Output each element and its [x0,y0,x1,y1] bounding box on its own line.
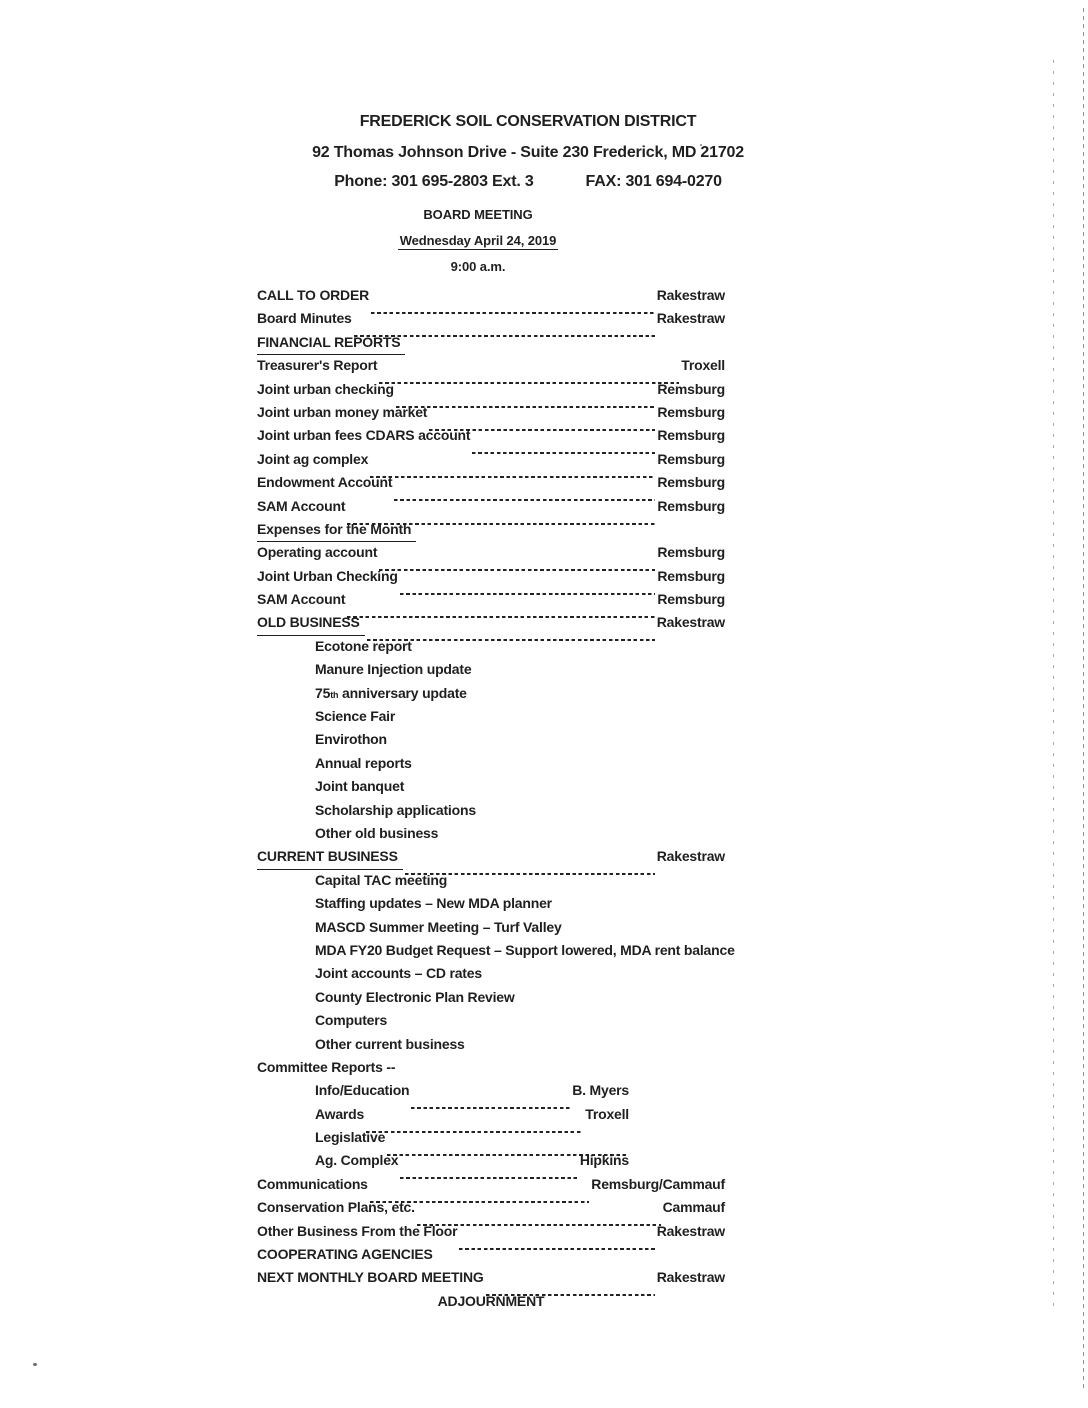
agenda-row [257,424,725,447]
meeting-type: BOARD MEETING [423,207,533,222]
agenda-row [257,892,725,915]
agenda-assignee: Remsburg [657,474,725,491]
agenda-row [257,986,725,1009]
agenda-assignee: Hipkins [579,1152,629,1169]
agenda-item-label: Other old business [315,824,439,841]
agenda-item-label: Scholarship applications [315,801,476,818]
contact-row [0,173,1056,191]
agenda-row [257,705,725,728]
agenda-row [257,401,725,424]
agenda-row [257,1079,629,1102]
agenda-row [257,635,725,658]
agenda-row [257,1220,725,1243]
agenda-item-label: MDA FY20 Budget Request – Support lowered, MDA rent balance [315,941,735,958]
agenda-row [257,728,725,751]
agenda-assignee: B. Myers [572,1082,629,1099]
agenda-item-label: NEXT MONTHLY BOARD MEETING [257,1269,484,1286]
agenda-assignee: Remsburg [657,450,725,467]
agenda-item-label: Conservation Plans, etc. [257,1199,415,1216]
agenda-item-label: Joint urban fees CDARS account [257,427,471,444]
agenda-item-label: Committee Reports -- [257,1058,396,1075]
agenda-item-label: Joint urban checking [257,380,394,397]
agenda-item-label: Envirothon [315,731,387,748]
agenda-row [257,1009,725,1032]
agenda-row [257,1149,629,1172]
agenda-item-label: Info/Education [315,1082,410,1099]
agenda-assignee: Rakestraw [656,848,725,865]
section-heading: CURRENT BUSINESS [257,845,403,869]
agenda-assignee: Remsburg [657,544,725,561]
agenda-item-label: County Electronic Plan Review [315,988,515,1005]
agenda-assignee: Remsburg [657,380,725,397]
section-heading: FINANCIAL REPORTS [257,331,405,355]
agenda-assignee: Remsburg [657,591,725,608]
agenda-assignee: Rakestraw [656,1269,725,1286]
agenda-item-label: Endowment Account [257,474,393,491]
phone-number: Phone: 301 695-2803 Ext. 3 [334,173,534,190]
agenda-assignee: Remsburg [657,427,725,444]
agenda-row [257,471,725,494]
agenda-row [257,354,725,377]
section-heading: Expenses for the Month [257,518,416,542]
agenda-row [257,565,725,588]
meeting-info [0,207,956,274]
meeting-time: 9:00 a.m. [450,259,506,274]
agenda-row [257,799,725,822]
agenda-row [257,752,725,775]
agenda-row [257,541,725,564]
agenda-row [257,1173,725,1196]
agenda-item-label: Joint ag complex [257,450,369,467]
agenda-section-row [257,845,725,868]
agenda-assignee: Rakestraw [656,614,725,631]
org-address: 92 Thomas Johnson Drive - Suite 230 Frederick, MD 21702 [312,144,744,161]
agenda-assignee: Troxell [585,1105,629,1122]
agenda-row [257,448,725,471]
agenda-row [257,588,725,611]
agenda-list [257,284,735,1313]
agenda-row [257,1266,725,1289]
agenda-item-label: ADJOURNMENT [437,1292,545,1309]
agenda-assignee: Troxell [681,357,725,374]
agenda-item-label: SAM Account [257,497,346,514]
agenda-assignee: Remsburg [657,567,725,584]
scan-artifact-line [1053,60,1054,1310]
agenda-row [257,822,725,845]
agenda-item-label: CALL TO ORDER [257,287,369,303]
agenda-assignee: Rakestraw [656,310,725,327]
agenda-row [257,1290,725,1313]
agenda-assignee: Remsburg [657,403,725,420]
agenda-item-label: Communications [257,1175,368,1192]
agenda-row [257,1103,629,1126]
agenda-item-label: Capital TAC meeting [315,871,448,888]
agenda-item-label: Joint urban money market [257,403,428,420]
section-heading: OLD BUSINESS [257,611,365,635]
agenda-item-label: SAM Account [257,591,346,608]
agenda-item-label: Legislative [315,1129,386,1146]
agenda-row [257,916,725,939]
agenda-item-label: Joint banquet [315,778,405,795]
agenda-section-row [257,518,725,541]
agenda-row [257,869,725,892]
agenda-item-label: Awards [315,1105,365,1122]
agenda-assignee: Remsburg [657,497,725,514]
agenda-item-label: Joint Urban Checking [257,567,398,584]
meeting-date: Wednesday April 24, 2019 [399,233,557,248]
agenda-assignee: Rakestraw [656,287,725,303]
agenda-item-label: Other Business From the Floor [257,1222,458,1239]
agenda-row [257,1243,725,1266]
org-name: FREDERICK SOIL CONSERVATION DISTRICT [359,113,697,130]
agenda-row [257,1033,725,1056]
agenda-item-label: Science Fair [315,708,396,725]
agenda-row [257,775,725,798]
agenda-section-row [257,331,725,354]
agenda-row [257,1196,725,1219]
scan-artifact-line [1083,8,1084,1388]
agenda-item-label: Board Minutes [257,310,352,327]
agenda-item-label: Staffing updates – New MDA planner [315,895,552,912]
agenda-item-label: Treasurer's Report [257,357,378,374]
agenda-section-row [257,611,725,634]
agenda-row [257,1126,629,1149]
agenda-row [257,284,725,307]
agenda-item-label: Other current business [315,1035,465,1052]
agenda-row [257,495,725,518]
agenda-row [257,307,725,330]
agenda-item-label: Joint accounts – CD rates [315,965,482,982]
agenda-row: 75 th anniversary update [257,682,725,705]
agenda-item-label: Computers [315,1012,388,1029]
agenda-item-label: Ag. Complex [315,1152,399,1169]
agenda-row [257,1056,725,1079]
fax-number: FAX: 301 694-0270 [585,173,722,190]
scan-speck [33,1363,37,1366]
agenda-item-label: Annual reports [315,754,412,771]
agenda-item-label: 75 [315,684,331,701]
agenda-assignee: Remsburg/Cammauf [591,1175,725,1192]
agenda-item-label: anniversary update [338,684,467,701]
agenda-item-label: Manure Injection update [315,661,472,678]
agenda-assignee: Rakestraw [656,1222,725,1239]
document-header [0,113,1056,191]
agenda-item-label: COOPERATING AGENCIES [257,1246,433,1263]
agenda-item-label: Ecotone report [315,637,412,654]
agenda-row [257,962,725,985]
agenda-assignee: Cammauf [662,1199,725,1216]
agenda-row [257,378,725,401]
agenda-row [257,658,725,681]
agenda-row [257,939,735,962]
agenda-item-label: Operating account [257,544,378,561]
agenda-item-label: MASCD Summer Meeting – Turf Valley [315,918,562,935]
